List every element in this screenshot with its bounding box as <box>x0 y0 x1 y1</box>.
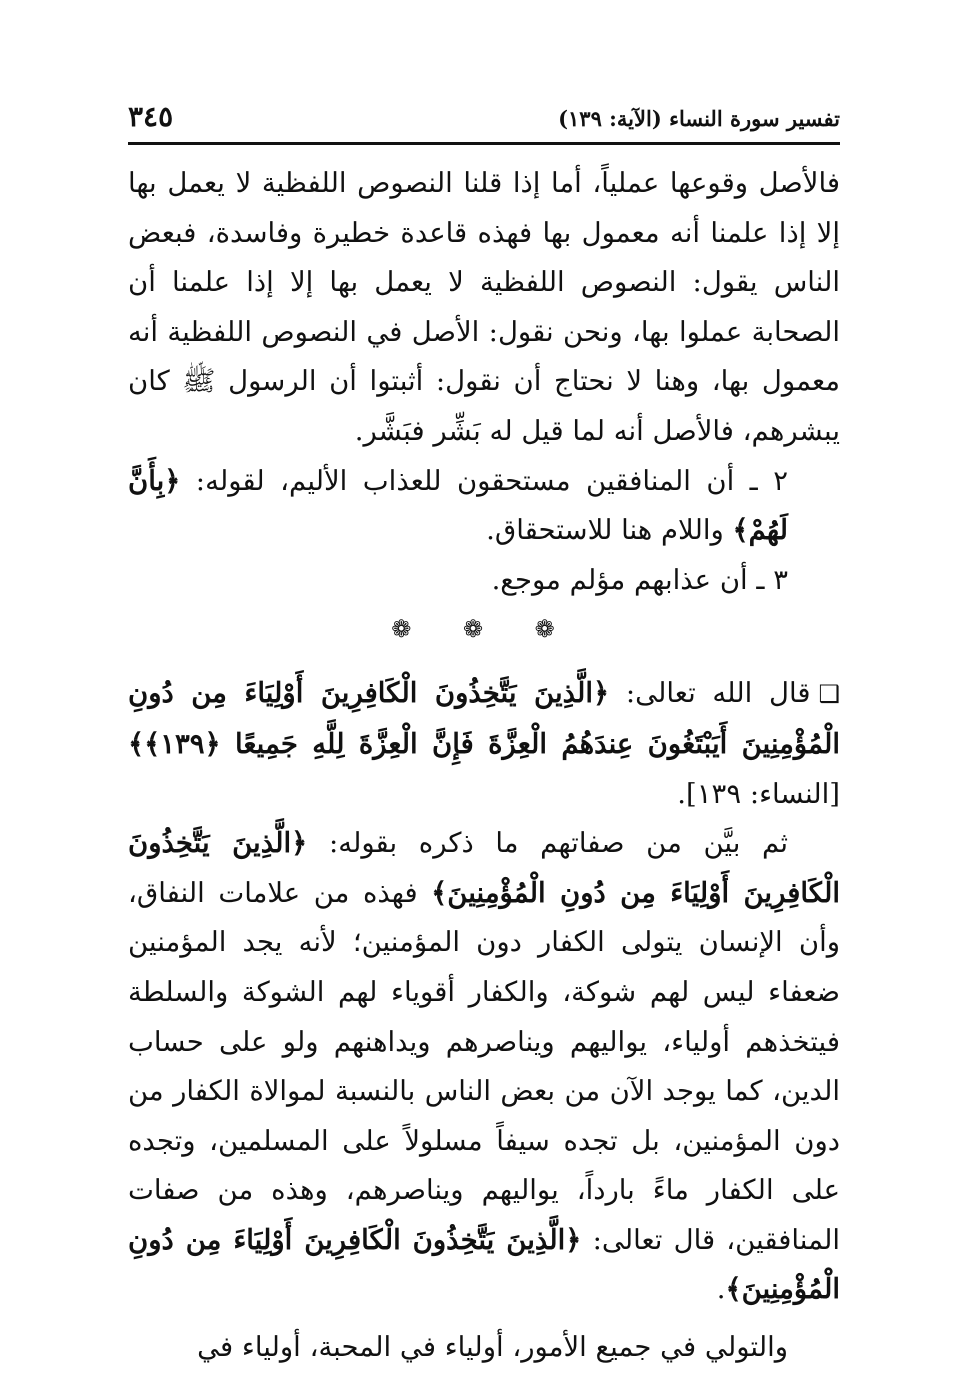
page-body <box>128 159 840 1373</box>
quran-quote: ﴿بِأَنَّ لَهُمْ﴾ <box>128 464 788 547</box>
paragraph-explanation <box>128 819 840 1315</box>
explanation-end: . <box>716 1273 726 1306</box>
running-title: تفسير سورة النساء (الآية: ١٣٩) <box>558 106 840 131</box>
quran-quote: ﴿الَّذِينَ يَتَّخِذُونَ الْكَافِرِينَ أَوْلِيَاءَ مِن دُونِ الْمُؤْمِنِينَ﴾ <box>128 827 840 909</box>
page-number: ٣٤٥ <box>128 100 174 133</box>
list-item-3: ٣ ـ أن عذابهم مؤلم موجع. <box>491 563 788 596</box>
square-bullet-icon: ❑ <box>818 680 840 709</box>
running-header <box>128 96 840 145</box>
section-separator-ornament: ❁ ❁ ❁ <box>391 615 577 644</box>
verse-reference: [النساء: ١٣٩]. <box>677 777 840 810</box>
book-page <box>128 96 840 1364</box>
list-item-2-tail: واللام هنا للاستحقاق. <box>486 514 733 547</box>
paragraph-continuation: والتولي في جميع الأمور، أولياء في المحبة، أولياء في <box>197 1331 788 1364</box>
verse-paragraph <box>128 669 840 819</box>
quran-quote: ﴿الَّذِينَ يَتَّخِذُونَ الْكَافِرِينَ أَوْلِيَاءَ مِن دُونِ الْمُؤْمِنِينَ﴾ <box>128 1223 840 1306</box>
explanation-body: فهذه من علامات النفاق، وأن الإنسان يتولى الكفار دون المؤمنين؛ لأنه يجد المؤمنين ضعفاء ليس لهم شوكة، والكفار أقوياء لهم الشوكة والسلطة فيتخذهم أولياء، يواليهم ويناصرهم ويداهنهم ولو على حساب الدين، كما يوجد الآن من بعض الناس بالنسبة لموالاة الكفار من دون المؤمنين، بل تجده سيفاً مسلولاً على المسلمين، وتجده على الكفار ماءً بارداً، يواليهم ويناصرهم، وهذه من صفات المنافقين، قال تعالى: <box>128 876 840 1256</box>
explanation-start: ثم بيَّن من صفاتهم ما ذكره بقوله: <box>307 827 788 860</box>
list-item-2 <box>128 457 840 556</box>
quran-verse: ﴿الَّذِينَ يَتَّخِذُونَ الْكَافِرِينَ أَوْلِيَاءَ مِن دُونِ الْمُؤْمِنِينَ أَيَبْتَغُونَ عِندَهُمُ الْعِزَّةَ فَإِنَّ الْعِزَّةَ لِلَّهِ جَمِيعًا ﴿١٣٩﴾﴾ <box>128 677 840 760</box>
list-item-2-text: ٢ ـ أن المنافقين مستحقون للعذاب الأليم، لقوله: <box>180 464 788 497</box>
verse-intro: قال الله تعالى: <box>609 677 811 710</box>
paragraph-principle: فالأصل وقوعها عملياً، أما إذا قلنا النصوص اللفظية لا يعمل بها إلا إذا علمنا أنه معمول بها فهذه قاعدة خطيرة وفاسدة، فبعض الناس يقول: النصوص اللفظية لا يعمل بها إلا إذا علمنا أن الصحابة عملوا بها، ونحن نقول: الأصل في النصوص اللفظية أنه معمول بها، وهنا لا نحتاج أن نقول: أثبتوا أن الرسول ﷺ كان يبشرهم، فالأصل أنه لما قيل له بَشِّر فبَشَّر. <box>128 167 840 447</box>
